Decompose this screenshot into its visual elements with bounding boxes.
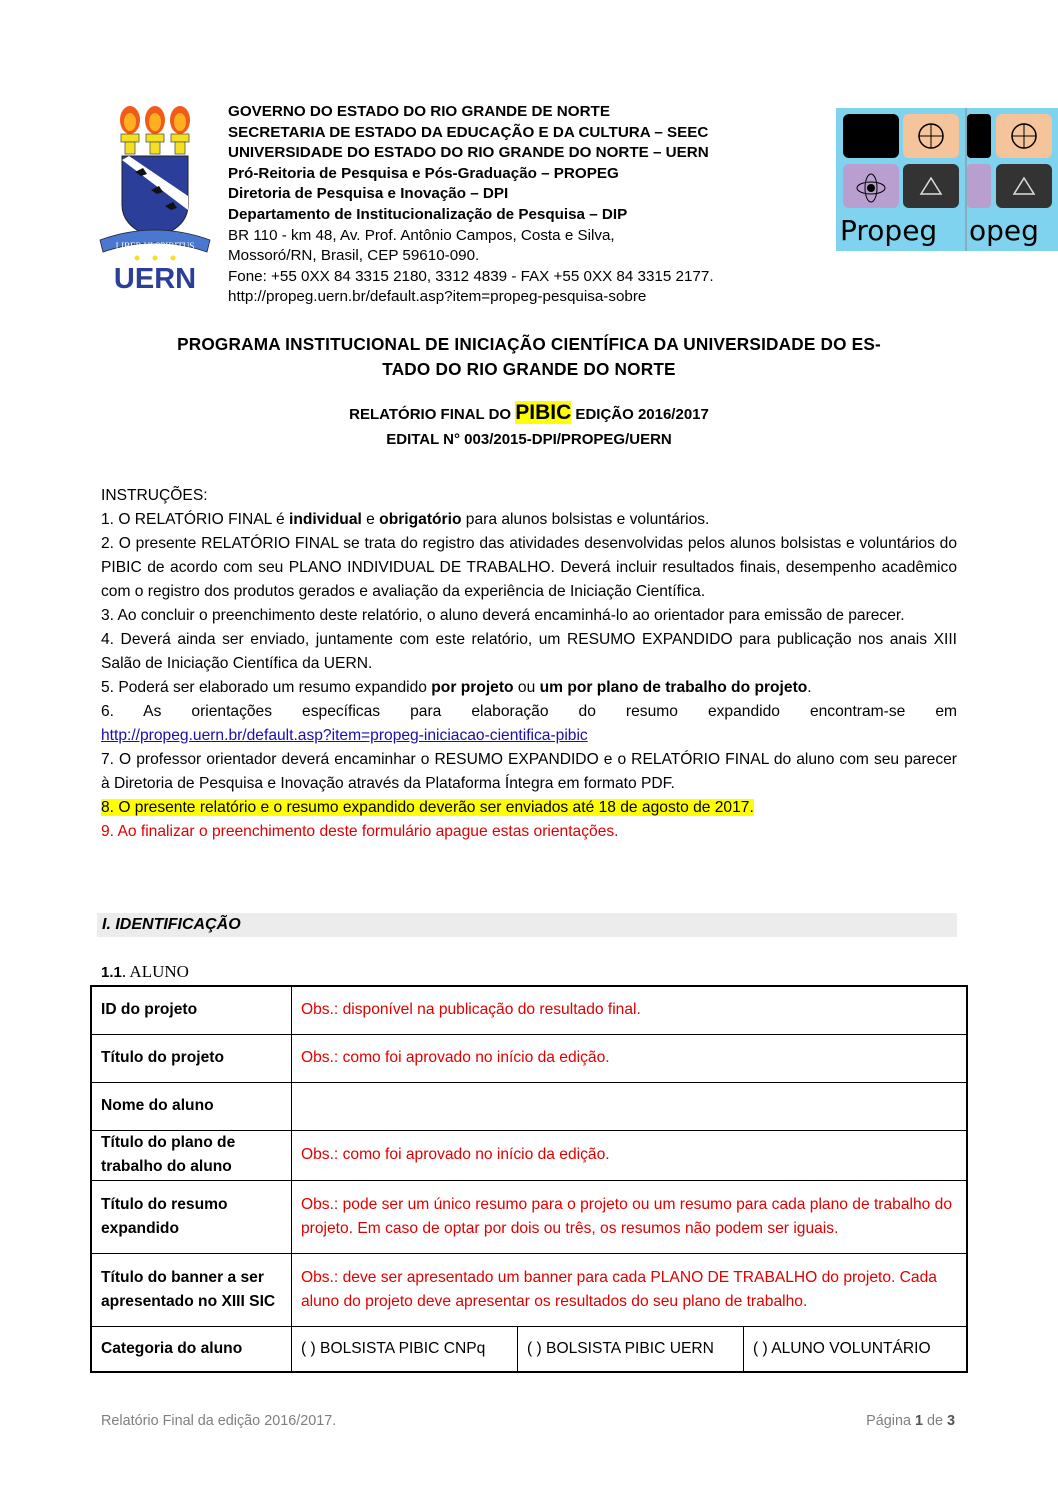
row-label: Título do plano de trabalho do aluno [91, 1130, 292, 1180]
section-title: I. IDENTIFICAÇÃO [102, 916, 241, 933]
header-url: http://propeg.uern.br/default.asp?item=propeg-pesquisa-sobre [228, 288, 647, 306]
uern-logo [95, 100, 215, 292]
instructions-heading: INSTRUÇÕES: [101, 487, 208, 504]
propeg-logo-icon [836, 108, 1058, 251]
pibic-highlight: PIBIC [515, 401, 572, 424]
subsection-label: . ALUNO [121, 962, 189, 981]
program-title-line: TADO DO RIO GRANDE DO NORTE [382, 359, 676, 379]
total-pages: 3 [946, 1413, 955, 1429]
text: 5. Poderá ser elaborado um resumo expandido [101, 679, 432, 696]
table-row [91, 1130, 967, 1180]
report-title [95, 400, 963, 452]
header-address: BR 110 - km 48, Av. Prof. Antônio Campos, Costa e Silva, [228, 226, 615, 244]
header-line: Pró-Reitoria de Pesquisa e Pós-Graduação – PROPEG [228, 164, 619, 182]
footer-text: Relatório Final da edição 2016/2017. [101, 1413, 337, 1429]
row-label: Categoria do aluno [91, 1326, 292, 1372]
current-page: 1 [914, 1413, 923, 1429]
report-title-prefix: RELATÓRIO FINAL DO [349, 406, 516, 423]
instruction-item-3: 3. Ao concluir o preenchimento deste relatório, o aluno deverá encaminhá-lo ao orientador para emissão de parecer. [101, 607, 905, 624]
table-row [91, 1034, 967, 1082]
subsection-title [101, 961, 189, 984]
category-option-cnpq[interactable]: ( ) BOLSISTA PIBIC CNPq [292, 1326, 518, 1372]
instruction-item-4: 4. Deverá ainda ser enviado, juntamente com este relatório, um RESUMO EXPANDIDO para publicação nos anais XIII Salão de Iniciação Científica da UERN. [101, 631, 957, 672]
uern-crest-icon [95, 100, 215, 292]
header-line: Departamento de Institucionalização de Pesquisa – DIP [228, 205, 628, 223]
instruction-item-9: 9. Ao finalizar o preenchimento deste formulário apague estas orientações. [101, 823, 619, 840]
edital-number: EDITAL N° 003/2015-DPI/PROPEG/UERN [386, 431, 672, 448]
category-option-uern[interactable]: ( ) BOLSISTA PIBIC UERN [518, 1326, 744, 1372]
bold-text: individual [289, 511, 362, 528]
institution-header [228, 102, 828, 308]
header-line: Diretoria de Pesquisa e Inovação – DPI [228, 185, 509, 203]
row-label: Título do projeto [91, 1034, 292, 1082]
instruction-item-6: 6. As orientações específicas para elaboração do resumo expandido encontram-se em [101, 703, 957, 720]
instruction-item-8 [101, 796, 957, 820]
text: . [807, 679, 812, 696]
pibic-guidelines-link[interactable]: http://propeg.uern.br/default.asp?item=propeg-iniciacao-cientifica-pibic [101, 727, 588, 744]
work-plan-title-field[interactable]: Obs.: como foi aprovado no início da edição. [292, 1130, 968, 1180]
row-label: ID do projeto [91, 986, 292, 1034]
row-label: Nome do aluno [91, 1082, 292, 1130]
project-title-field[interactable]: Obs.: como foi aprovado no início da edição. [292, 1034, 968, 1082]
instruction-item-5 [101, 676, 957, 700]
bold-text: um por plano de trabalho do projeto [539, 679, 808, 696]
text: 1. O RELATÓRIO FINAL é [101, 511, 290, 528]
logo-motto: LIBER VI SPIRITUS [115, 241, 195, 251]
bold-text: obrigatório [379, 511, 462, 528]
header-line: GOVERNO DO ESTADO DO RIO GRANDE DE NORTE [228, 103, 610, 120]
propeg-logo-text-2: opeg [969, 214, 1039, 247]
text: e [361, 511, 380, 528]
instructions [101, 484, 957, 844]
instruction-item-1 [101, 508, 957, 532]
header-city: Mossoró/RN, Brasil, CEP 59610-090. [228, 247, 480, 265]
row-label: Título do resumo expandido [91, 1180, 292, 1253]
header-phone: Fone: +55 0XX 84 3315 2180, 3312 4839 - FAX +55 0XX 84 3315 2177. [228, 267, 714, 285]
report-title-line [95, 400, 963, 427]
text: para alunos bolsistas e voluntários. [461, 511, 710, 528]
page-label: Página [866, 1413, 915, 1429]
bold-text: por projeto [431, 679, 514, 696]
student-identification-table [90, 985, 968, 1373]
instruction-item-7: 7. O professor orientador deverá encaminhar o RESUMO EXPANDIDO e o RELATÓRIO FINAL do aluno com seu parecer à Diretoria de Pesquisa e Inovação através da Plataforma Íntegra em formato PDF. [101, 751, 957, 792]
expanded-abstract-title-field[interactable]: Obs.: pode ser um único resumo para o projeto ou um resumo para cada plano de trabalho do projeto. Em caso de optar por dois ou três, os resumos não podem ser iguais. [292, 1180, 968, 1253]
report-title-suffix: EDIÇÃO 2016/2017 [571, 406, 709, 423]
propeg-logo-text: Propeg [840, 214, 938, 247]
page-of: de [922, 1413, 947, 1429]
logo-text: UERN [113, 263, 197, 292]
project-id-field[interactable]: Obs.: disponível na publicação do resultado final. [292, 986, 968, 1034]
header-line: SECRETARIA DE ESTADO DA EDUCAÇÃO E DA CULTURA – SEEC [228, 123, 709, 141]
instruction-item-2: 2. O presente RELATÓRIO FINAL se trata do registro das atividades desenvolvidas pelos alunos bolsistas e voluntários do PIBIC de acordo com seu PLANO INDIVIDUAL DE TRABALHO. Deverá incluir resultados finais, desempenho acadêmico com o registro dos produtos gerados e avaliação da experiência de Iniciação Científica. [101, 535, 957, 600]
table-row [91, 986, 967, 1034]
category-option-volunteer[interactable]: ( ) ALUNO VOLUNTÁRIO [744, 1326, 968, 1372]
propeg-logo [836, 108, 1058, 251]
text: ou [513, 679, 540, 696]
deadline-highlight: 8. O presente relatório e o resumo expandido deverão ser enviados até 18 de agosto de 2017. [101, 799, 754, 816]
table-row [91, 1253, 967, 1326]
banner-title-field[interactable]: Obs.: deve ser apresentado um banner para cada PLANO DE TRABALHO do projeto. Cada aluno do projeto deve apresentar os resultados do seu plano de trabalho. [292, 1253, 968, 1326]
student-name-field[interactable] [292, 1082, 968, 1130]
page-number [800, 1413, 955, 1429]
program-title-line: PROGRAMA INSTITUCIONAL DE INICIAÇÃO CIENTÍFICA DA UNIVERSIDADE DO ES- [177, 334, 881, 354]
table-row [91, 1326, 967, 1372]
program-title [95, 332, 963, 382]
row-label: Título do banner a ser apresentado no XIII SIC [91, 1253, 292, 1326]
table-row [91, 1082, 967, 1130]
header-line: UNIVERSIDADE DO ESTADO DO RIO GRANDE DO NORTE – UERN [228, 144, 709, 162]
subsection-number: 1.1 [101, 964, 122, 981]
table-row [91, 1180, 967, 1253]
